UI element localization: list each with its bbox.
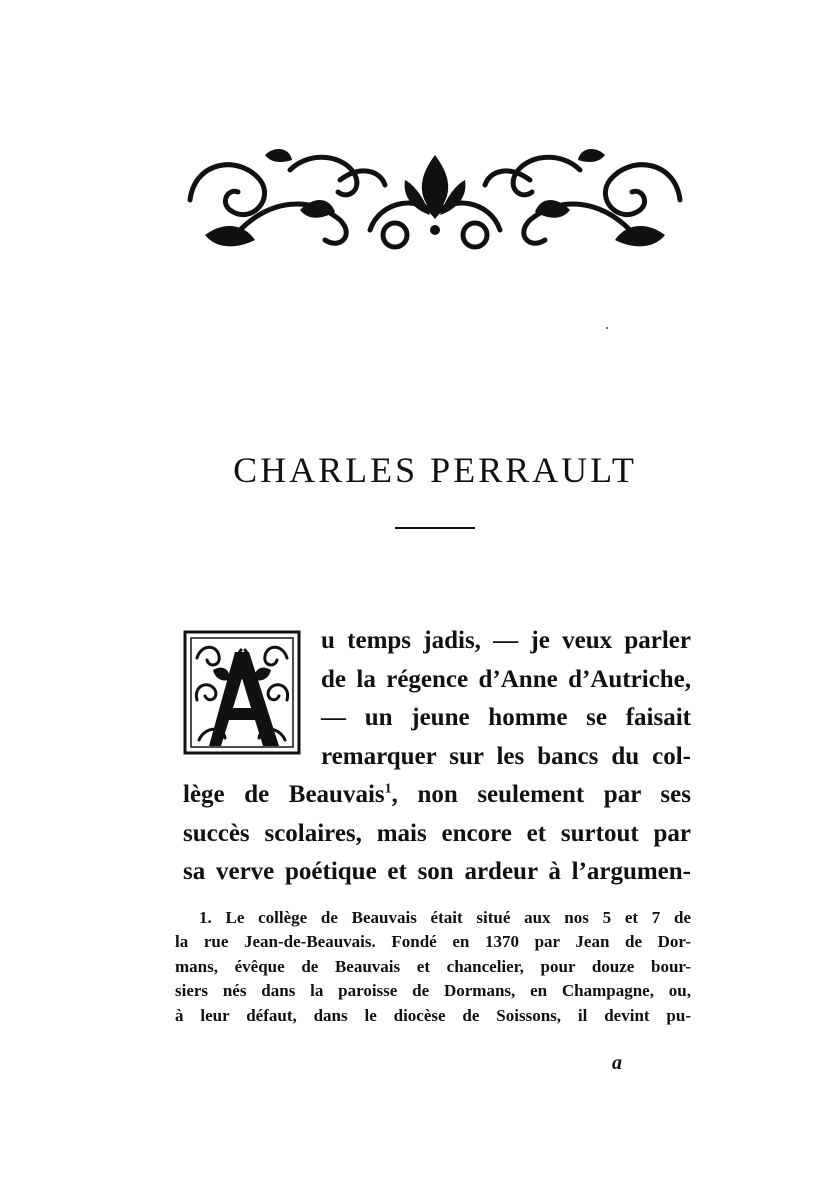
signature-mark: a [612,1052,622,1074]
footnote [175,906,691,1028]
text-line: — un jeune homme se faisait [321,704,691,731]
foliate-scroll-ornament-icon [180,140,690,260]
body-paragraph [183,622,691,892]
footnote-line: mans, évêque de Beauvais et chancelier, pour douze bour- [175,956,691,976]
footnote-line: à leur défaut, dans le diocèse de Soissons, il devint pu- [175,1005,691,1025]
print-speck [606,327,608,329]
text-line: de la régence d’Anne d’Autriche, [321,665,691,693]
footnote-line: siers nés dans la paroisse de Dormans, en Champagne, ou, [175,981,691,1001]
title-divider [395,527,475,529]
page-title: CHARLES PERRAULT [233,450,637,491]
text-line: succès scolaires, mais encore et surtout par [183,819,691,847]
footnote-line: 1. Le collège de Beauvais était situé aux nos 5 et 7 de [199,908,691,927]
text-line: remarquer sur les bancs du col- [321,742,691,770]
text-line: sa verve poétique et son ardeur à l’argumen- [183,858,691,885]
text-line [183,776,691,815]
text-segment: lège de Beauvais [183,781,385,808]
text-line: u temps jadis, — je veux parler [321,627,691,654]
text-segment: , non seulement par ses [391,781,691,808]
footnote-ref: 1 [384,781,392,797]
footnote-line: la rue Jean-de-Beauvais. Fondé en 1370 par Jean de Dor- [175,932,691,952]
